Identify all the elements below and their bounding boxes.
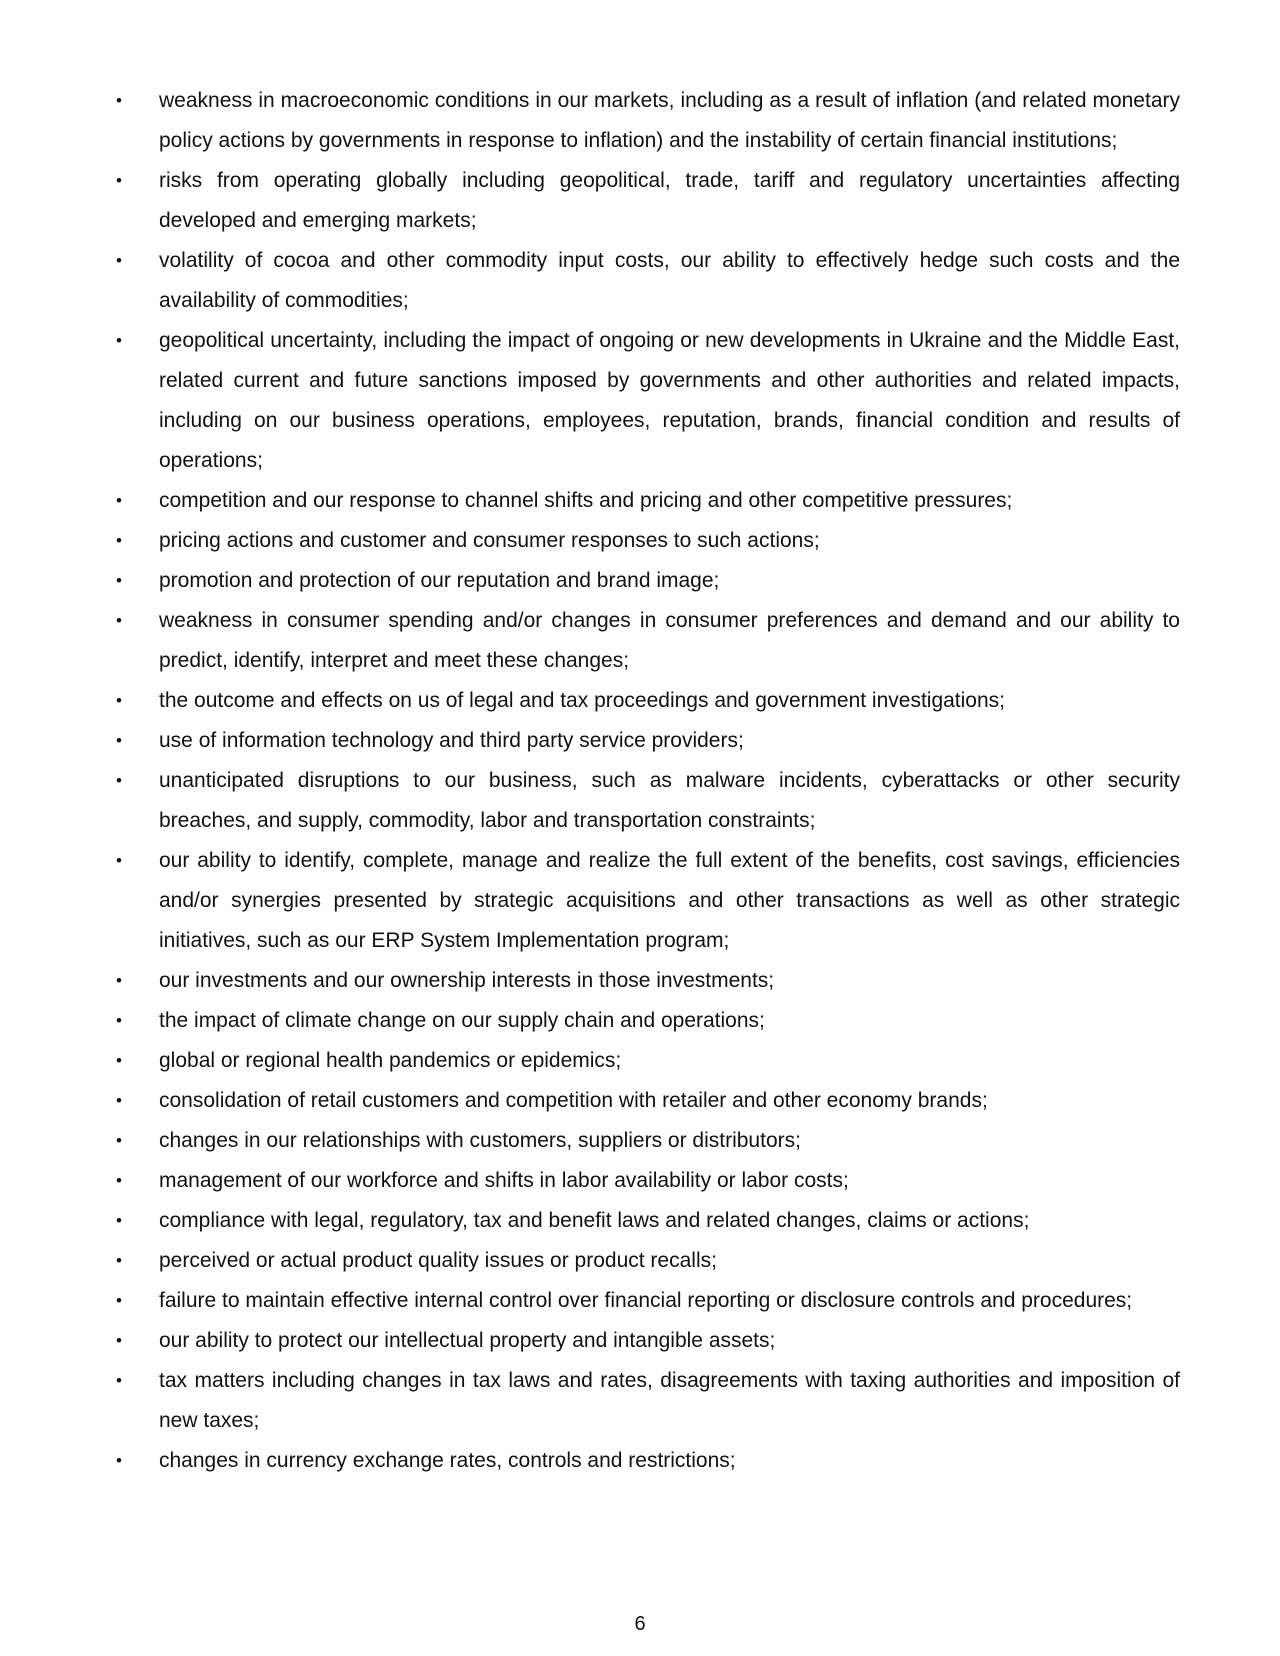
list-item xyxy=(116,1241,1180,1281)
list-item xyxy=(116,1161,1180,1201)
list-item-text: consolidation of retail customers and competition with retailer and other economy brands; xyxy=(159,1089,988,1112)
list-item xyxy=(116,241,1180,321)
bullet-icon: • xyxy=(116,331,122,350)
list-item-text: tax matters including changes in tax laws and rates, disagreements with taxing authorities and imposition of new taxes; xyxy=(159,1369,1180,1432)
list-item xyxy=(116,1361,1180,1441)
list-item xyxy=(116,161,1180,241)
bullet-icon: • xyxy=(116,171,122,190)
list-item-text: our ability to identify, complete, manage and realize the full extent of the benefits, cost savings, efficiencies and/or synergies presented by strategic acquisitions and other transactions as well as other strategic initiatives, such as our ERP System Implementation program; xyxy=(159,849,1180,952)
bullet-icon: • xyxy=(116,771,122,790)
list-item-text: the outcome and effects on us of legal and tax proceedings and government investigations; xyxy=(159,689,1005,712)
list-item xyxy=(116,721,1180,761)
list-item xyxy=(116,1201,1180,1241)
list-item-text: unanticipated disruptions to our business, such as malware incidents, cyberattacks or other security breaches, and supply, commodity, labor and transportation constraints; xyxy=(159,769,1180,832)
list-item-text: failure to maintain effective internal control over financial reporting or disclosure controls and procedures; xyxy=(159,1289,1133,1312)
list-item-text: compliance with legal, regulatory, tax and benefit laws and related changes, claims or actions; xyxy=(159,1209,1030,1232)
page-number: 6 xyxy=(634,1613,646,1635)
list-item xyxy=(116,1321,1180,1361)
list-item-text: our investments and our ownership interests in those investments; xyxy=(159,969,775,992)
list-item-text: management of our workforce and shifts in labor availability or labor costs; xyxy=(159,1169,849,1192)
risk-factor-list xyxy=(116,81,1180,1481)
list-item xyxy=(116,841,1180,961)
bullet-icon: • xyxy=(116,1051,122,1070)
bullet-icon: • xyxy=(116,1211,122,1230)
bullet-icon: • xyxy=(116,1291,122,1310)
list-item xyxy=(116,481,1180,521)
list-item-text: perceived or actual product quality issues or product recalls; xyxy=(159,1249,717,1272)
list-item-text: our ability to protect our intellectual property and intangible assets; xyxy=(159,1329,776,1352)
list-item xyxy=(116,1281,1180,1321)
list-item xyxy=(116,521,1180,561)
list-item xyxy=(116,681,1180,721)
list-item-text: changes in currency exchange rates, controls and restrictions; xyxy=(159,1449,736,1472)
list-item-text: use of information technology and third party service providers; xyxy=(159,729,744,752)
bullet-icon: • xyxy=(116,531,122,550)
bullet-icon: • xyxy=(116,571,122,590)
list-item-text: risks from operating globally including geopolitical, trade, tariff and regulatory uncertainties affecting developed and emerging markets; xyxy=(159,169,1180,232)
bullet-icon: • xyxy=(116,691,122,710)
list-item-text: the impact of climate change on our supply chain and operations; xyxy=(159,1009,765,1032)
list-item-text: promotion and protection of our reputation and brand image; xyxy=(159,569,720,592)
list-item xyxy=(116,1001,1180,1041)
list-item xyxy=(116,1121,1180,1161)
list-item-text: weakness in macroeconomic conditions in our markets, including as a result of inflation (and related monetary policy actions by governments in response to inflation) and the instability of certain financial institutions; xyxy=(159,89,1180,152)
list-item xyxy=(116,561,1180,601)
bullet-icon: • xyxy=(116,1011,122,1030)
bullet-icon: • xyxy=(116,1331,122,1350)
list-item xyxy=(116,81,1180,161)
list-item xyxy=(116,761,1180,841)
list-item xyxy=(116,1441,1180,1481)
list-item-text: weakness in consumer spending and/or changes in consumer preferences and demand and our ability to predict, identify, interpret and meet these changes; xyxy=(159,609,1180,672)
list-item-text: global or regional health pandemics or epidemics; xyxy=(159,1049,622,1072)
list-item xyxy=(116,601,1180,681)
bullet-icon: • xyxy=(116,1251,122,1270)
list-item-text: changes in our relationships with customers, suppliers or distributors; xyxy=(159,1129,801,1152)
bullet-icon: • xyxy=(116,491,122,510)
list-item-text: volatility of cocoa and other commodity input costs, our ability to effectively hedge such costs and the availability of commodities; xyxy=(159,249,1180,312)
list-item xyxy=(116,321,1180,481)
bullet-icon: • xyxy=(116,1091,122,1110)
bullet-icon: • xyxy=(116,1371,122,1390)
bullet-icon: • xyxy=(116,851,122,870)
bullet-icon: • xyxy=(116,91,122,110)
bullet-icon: • xyxy=(116,971,122,990)
list-item xyxy=(116,961,1180,1001)
bullet-icon: • xyxy=(116,611,122,630)
bullet-icon: • xyxy=(116,1451,122,1470)
bullet-icon: • xyxy=(116,731,122,750)
list-item-text: geopolitical uncertainty, including the impact of ongoing or new developments in Ukraine and the Middle East, related current and future sanctions imposed by governments and other authorities and related impacts, including on our business operations, employees, reputation, brands, financial condition and results of operations; xyxy=(159,329,1180,472)
list-item xyxy=(116,1081,1180,1121)
list-item-text: pricing actions and customer and consumer responses to such actions; xyxy=(159,529,820,552)
list-item xyxy=(116,1041,1180,1081)
list-item-text: competition and our response to channel shifts and pricing and other competitive pressures; xyxy=(159,489,1013,512)
bullet-icon: • xyxy=(116,251,122,270)
bullet-icon: • xyxy=(116,1131,122,1150)
bullet-icon: • xyxy=(116,1171,122,1190)
